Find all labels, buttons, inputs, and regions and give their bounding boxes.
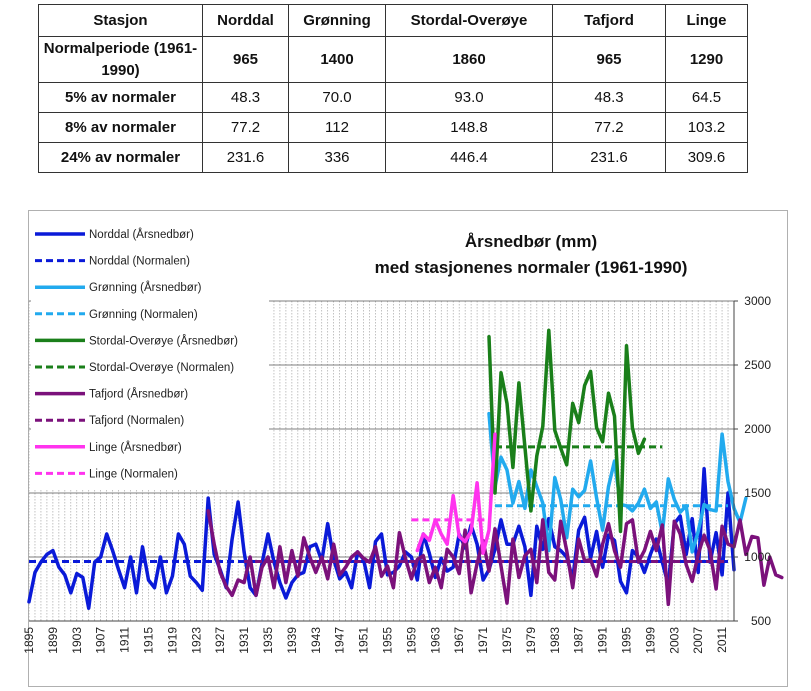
x-tick-label: 1923 — [189, 627, 204, 654]
table-cell: 231.6 — [553, 143, 666, 173]
x-tick-label: 1963 — [428, 627, 443, 654]
table-cell: 446.4 — [386, 143, 553, 173]
x-tick-label: 1975 — [499, 627, 514, 654]
x-tick-label: 1967 — [452, 627, 467, 654]
table-cell: 1400 — [289, 37, 386, 83]
row-label: 8% av normaler — [39, 113, 203, 143]
x-tick-label: 1947 — [332, 627, 347, 654]
table-cell: 48.3 — [203, 83, 289, 113]
precipitation-chart — [22, 210, 788, 687]
y-tick-label: 1500 — [744, 486, 771, 500]
legend — [31, 219, 269, 489]
x-tick-label: 1903 — [69, 627, 84, 654]
legend-label: Tafjord (Årsnedbør) — [89, 388, 189, 401]
legend-label: Grønning (Årsnedbør) — [89, 282, 202, 295]
x-tick-label: 1955 — [380, 627, 395, 654]
x-tick-label: 1919 — [165, 627, 180, 654]
y-tick-label: 2500 — [744, 358, 771, 372]
header-cell: Stasjon — [39, 5, 203, 37]
x-tick-label: 1991 — [595, 627, 610, 654]
x-tick-label: 1927 — [213, 627, 228, 654]
x-tick-label: 1971 — [476, 627, 491, 654]
table-cell: 112 — [289, 113, 386, 143]
table-cell: 309.6 — [666, 143, 748, 173]
table-cell: 93.0 — [386, 83, 553, 113]
header-cell: Stordal-Overøye — [386, 5, 553, 37]
x-tick-label: 1987 — [571, 627, 586, 654]
x-tick-label: 1943 — [308, 627, 323, 654]
table-header-row — [39, 5, 748, 37]
header-cell: Norddal — [203, 5, 289, 37]
table-cell: 965 — [553, 37, 666, 83]
table-cell: 148.8 — [386, 113, 553, 143]
x-tick-label: 1931 — [237, 627, 252, 654]
table-cell: 77.2 — [203, 113, 289, 143]
x-tick-label: 2003 — [667, 627, 682, 654]
x-tick-label: 1995 — [619, 627, 634, 654]
table-row — [39, 113, 748, 143]
x-tick-label: 2007 — [691, 627, 706, 654]
table-cell: 336 — [289, 143, 386, 173]
y-tick-label: 2000 — [744, 422, 771, 436]
x-tick-label: 1935 — [260, 627, 275, 654]
legend-label: Stordal-Overøye (Årsnedbør) — [89, 335, 238, 348]
x-tick-label: 1939 — [284, 627, 299, 654]
legend-label: Grønning (Normalen) — [89, 308, 198, 321]
normal-table — [38, 4, 748, 173]
chart-svg — [22, 211, 787, 686]
x-tick-label: 1899 — [45, 627, 60, 654]
table-cell: 1290 — [666, 37, 748, 83]
table-cell: 64.5 — [666, 83, 748, 113]
x-tick-label: 1911 — [117, 627, 132, 653]
table-row — [39, 83, 748, 113]
row-label: Normalperiode (1961-1990) — [39, 37, 203, 83]
x-tick-label: 1959 — [404, 627, 419, 654]
y-tick-label: 3000 — [744, 294, 771, 308]
header-cell: Tafjord — [553, 5, 666, 37]
x-tick-label: 1979 — [523, 627, 538, 654]
x-tick-label: 1915 — [141, 627, 156, 654]
legend-label: Norddal (Normalen) — [89, 255, 190, 268]
table-cell: 231.6 — [203, 143, 289, 173]
table-cell: 48.3 — [553, 83, 666, 113]
table-cell: 965 — [203, 37, 289, 83]
legend-label: Norddal (Årsnedbør) — [89, 229, 194, 241]
table-cell: 70.0 — [289, 83, 386, 113]
header-cell: Grønning — [289, 5, 386, 37]
x-tick-label: 1895 — [22, 627, 36, 654]
header-cell: Linge — [666, 5, 748, 37]
row-label: 5% av normaler — [39, 83, 203, 113]
x-tick-label: 1983 — [547, 627, 562, 654]
table-cell: 103.2 — [666, 113, 748, 143]
legend-label: Linge (Årsnedbør) — [89, 441, 182, 454]
x-tick-label: 1999 — [643, 627, 658, 654]
chart-title-line1: Årsnedbør (mm) — [464, 232, 598, 251]
table-cell: 77.2 — [553, 113, 666, 143]
x-tick-label: 2011 — [715, 627, 730, 653]
table-row — [39, 37, 748, 83]
legend-label: Stordal-Overøye (Normalen) — [89, 362, 235, 374]
table-cell: 1860 — [386, 37, 553, 83]
table-row — [39, 143, 748, 173]
x-tick-label: 1907 — [93, 627, 108, 654]
chart-title-line2: med stasjonenes normaler (1961-1990) — [374, 258, 688, 277]
y-tick-label: 1000 — [744, 550, 771, 564]
legend-label: Linge (Normalen) — [89, 468, 178, 481]
row-label: 24% av normaler — [39, 143, 203, 173]
legend-label: Tafjord (Normalen) — [89, 415, 185, 428]
x-tick-label: 1951 — [356, 627, 371, 654]
y-tick-label: 500 — [750, 614, 771, 628]
